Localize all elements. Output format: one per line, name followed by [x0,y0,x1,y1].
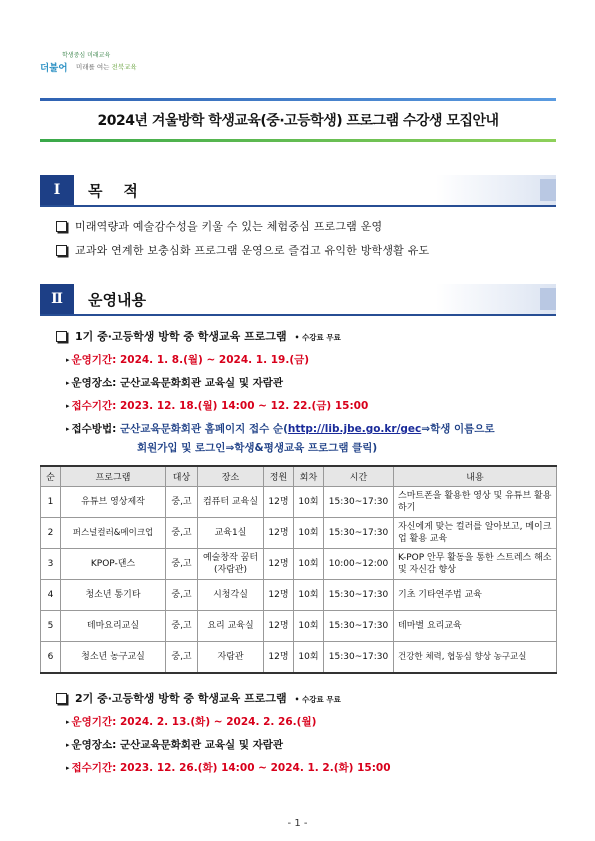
cell-target: 중,고 [166,518,198,549]
term1-place: ▸ 운영장소: 군산교육문화회관 교육실 및 자람관 [66,377,284,389]
cell-content: 자신에게 맞는 컬러를 알아보고, 메이크업 활용 교육 [394,518,557,549]
cell-sessions: 10회 [294,518,324,549]
program-table [40,465,557,674]
cell-place: 교육1실 [198,518,264,549]
triangle-icon: ▸ [66,356,70,364]
cell-time: 15:30~17:30 [324,611,394,642]
cell-place: 시청각실 [198,580,264,611]
term1-method-line2: 회원가입 및 로그인⇒학생&평생교육 프로그램 클릭) [137,442,378,454]
cell-place: 요리 교육실 [198,611,264,642]
purpose-item: 미래역량과 예술감수성을 키울 수 있는 체험중심 프로그램 운영 [56,218,382,234]
title-top-rule [40,98,556,101]
cell-target: 중,고 [166,549,198,580]
cell-no: 6 [41,642,61,674]
section-label: 운영내용 [88,291,146,309]
section-number: Ⅱ [40,284,74,314]
term2-place: ▸ 운영장소: 군산교육문화회관 교육실 및 자람관 [66,739,284,751]
table-row [41,549,557,580]
homepage-link[interactable]: http://lib.jbe.go.kr/gec [287,423,422,435]
term1-method: ▸ 접수방법: 군산교육문화회관 홈페이지 접수 순(http://lib.jbe.go.kr/gec⇒학생 이름으로 [66,423,495,435]
cell-no: 4 [41,580,61,611]
cell-no: 2 [41,518,61,549]
cell-program: KPOP-댄스 [61,549,166,580]
cell-program: 퍼스널컬러&메이크업 [61,518,166,549]
section-number: Ⅰ [40,175,74,205]
triangle-icon: ▸ [66,379,70,387]
cell-capacity: 12명 [264,518,294,549]
cell-capacity: 12명 [264,611,294,642]
cell-no: 3 [41,549,61,580]
cell-sessions: 10회 [294,580,324,611]
term2-registration: ▸ 접수기간: 2023. 12. 26.(화) 14:00 ~ 2024. 1. 2.(화) 15:00 [66,762,391,774]
cell-program: 테마요리교실 [61,611,166,642]
fee-note: • 수강료 무료 [294,333,341,342]
cell-content: 스마트폰을 활용한 영상 및 유튜브 활용하기 [394,487,557,518]
table-row [41,642,557,674]
column-header: 순 [41,466,61,487]
title-banner [40,98,556,142]
column-header: 내용 [394,466,557,487]
term1-registration: ▸ 접수기간: 2023. 12. 18.(월) 14:00 ~ 12. 22.(금) 15:00 [66,400,369,412]
table-row [41,580,557,611]
checkbox-icon [56,331,67,342]
checkbox-icon [56,693,67,704]
title-bottom-rule [40,139,556,142]
purpose-item: 교과와 연계한 보충심화 프로그램 운영으로 즐겁고 유익한 방학생활 유도 [56,242,429,258]
cell-content: K-POP 안무 활동을 통한 스트레스 해소 및 자신감 향상 [394,549,557,580]
term1-heading: 1기 중·고등학생 방학 중 학생교육 프로그램 • 수강료 무료 [56,328,341,344]
cell-target: 중,고 [166,580,198,611]
cell-target: 중,고 [166,487,198,518]
section-heading-operation [40,284,556,316]
cell-place: 컴퓨터 교육실 [198,487,264,518]
triangle-icon: ▸ [66,741,70,749]
table-row [41,518,557,549]
logo-mark: 더불어 [40,63,68,74]
cell-no: 1 [41,487,61,518]
checkbox-icon [56,221,67,232]
section-decoration [436,175,556,205]
cell-place: 자람관 [198,642,264,674]
cell-capacity: 12명 [264,549,294,580]
cell-time: 15:30~17:30 [324,487,394,518]
cell-sessions: 10회 [294,642,324,674]
cell-capacity: 12명 [264,487,294,518]
triangle-icon: ▸ [66,718,70,726]
column-header: 대상 [166,466,198,487]
cell-program: 청소년 통기타 [61,580,166,611]
logo-tagline: 미래를 여는 전북교육 [76,63,137,71]
cell-content: 기초 기타연주법 교육 [394,580,557,611]
term2-period: ▸ 운영기간: 2024. 2. 13.(화) ~ 2024. 2. 26.(월) [66,716,317,728]
triangle-icon: ▸ [66,425,70,433]
triangle-icon: ▸ [66,402,70,410]
column-header: 회차 [294,466,324,487]
column-header: 프로그램 [61,466,166,487]
cell-time: 15:30~17:30 [324,642,394,674]
section-heading-purpose [40,175,556,207]
cell-time: 10:00~12:00 [324,549,394,580]
table-row [41,611,557,642]
cell-program: 청소년 농구교실 [61,642,166,674]
logo-slogan: 학생중심 미래교육 [62,52,111,59]
cell-place: 예술창작 꿈터(자람관) [198,549,264,580]
column-header: 장소 [198,466,264,487]
fee-note: • 수강료 무료 [294,695,341,704]
cell-no: 5 [41,611,61,642]
section-decoration [436,284,556,314]
cell-sessions: 10회 [294,611,324,642]
logo [40,50,150,82]
checkbox-icon [56,245,67,256]
column-header: 시간 [324,466,394,487]
table-row [41,487,557,518]
triangle-icon: ▸ [66,764,70,772]
cell-content: 테마별 요리교육 [394,611,557,642]
cell-content: 건강한 체력, 협동심 향상 농구교실 [394,642,557,674]
cell-capacity: 12명 [264,580,294,611]
cell-sessions: 10회 [294,487,324,518]
term1-period: ▸ 운영기간: 2024. 1. 8.(월) ~ 2024. 1. 19.(금) [66,354,310,366]
page-number: - 1 - [287,818,308,829]
cell-program: 유튜브 영상제작 [61,487,166,518]
page-title: 2024년 겨울방학 학생교육(중·고등학생) 프로그램 수강생 모집안내 [97,113,499,129]
cell-sessions: 10회 [294,549,324,580]
section-label: 목 적 [88,182,138,200]
column-header: 정원 [264,466,294,487]
cell-time: 15:30~17:30 [324,580,394,611]
table-header-row [41,466,557,487]
cell-time: 15:30~17:30 [324,518,394,549]
cell-target: 중,고 [166,642,198,674]
cell-capacity: 12명 [264,642,294,674]
term2-heading: 2기 중·고등학생 방학 중 학생교육 프로그램 • 수강료 무료 [56,690,341,706]
cell-target: 중,고 [166,611,198,642]
